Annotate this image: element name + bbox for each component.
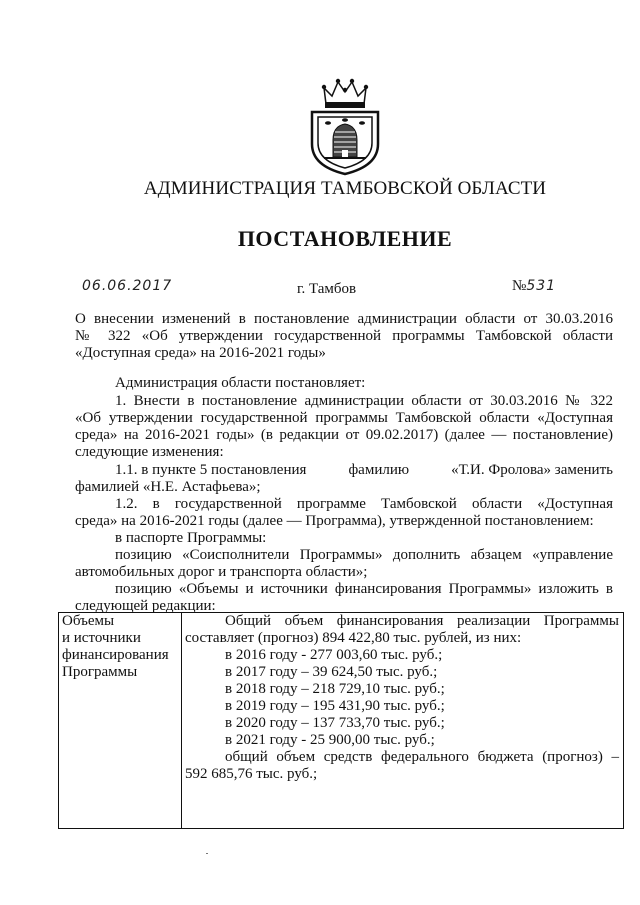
item-1-1-part: «Т.И. Фролова» заменить bbox=[451, 462, 613, 478]
item-1 bbox=[75, 393, 613, 461]
item-1-line: «Об утверждении государственной программы Тамбовской области «Доступная bbox=[75, 410, 613, 426]
position-2-line: следующей редакции: bbox=[75, 598, 216, 614]
title-line: О внесении изменений в постановление администрации области от 30.03.2016 bbox=[75, 311, 613, 327]
year-line: в 2017 году – 39 624,50 тыс. руб.; bbox=[225, 664, 438, 680]
table-row bbox=[59, 613, 624, 829]
label-line: и источники bbox=[62, 630, 141, 646]
title-line: № 322 «Об утверждении государственной программы Тамбовской области bbox=[75, 328, 613, 344]
position-1-line: автомобильных дорог и транспорта области»; bbox=[75, 564, 368, 580]
item-1-1-line bbox=[75, 462, 613, 479]
item-1-line: среда» на 2016-2021 годы» (в редакции от 09.02.2017) (далее — постановление) bbox=[75, 427, 613, 443]
item-1-line: следующие изменения: bbox=[75, 444, 224, 460]
handwritten-number: 531 bbox=[526, 278, 557, 294]
item-1-1-part: фамилию bbox=[348, 462, 410, 478]
organization-name: АДМИНИСТРАЦИЯ ТАМБОВСКОЙ ОБЛАСТИ bbox=[143, 178, 547, 199]
city-name: г. Тамбов bbox=[297, 281, 357, 297]
item-1-2-line: среда» на 2016-2021 годы (далее — Программа), утвержденной постановлением: bbox=[75, 513, 594, 529]
federal-value: 592 685,76 тыс. руб.; bbox=[185, 766, 318, 782]
document-number bbox=[512, 278, 556, 295]
preamble: Администрация области постановляет: bbox=[115, 375, 366, 391]
position-1-line: позицию «Соисполнители Программы» дополнить абзацем «управление bbox=[115, 547, 613, 563]
year-line: в 2021 году - 25 900,00 тыс. руб.; bbox=[225, 732, 435, 748]
year-line: в 2016 году - 277 003,60 тыс. руб.; bbox=[225, 647, 443, 663]
item-1-1 bbox=[75, 462, 613, 496]
item-1-2-line: 1.2. в государственной программе Тамбовской области «Доступная bbox=[115, 496, 613, 512]
year-line: в 2020 году – 137 733,70 тыс. руб.; bbox=[225, 715, 445, 731]
position-2-line: позицию «Объемы и источники финансирования Программы» изложить в bbox=[115, 581, 613, 597]
year-line: в 2018 году – 218 729,10 тыс. руб.; bbox=[225, 681, 445, 697]
total-line: составляет (прогноз) 894 422,80 тыс. рублей, из них: bbox=[185, 630, 522, 646]
label-line: Объемы bbox=[62, 613, 115, 629]
position-1 bbox=[75, 547, 613, 581]
scan-mark bbox=[206, 853, 208, 854]
item-1-2 bbox=[75, 496, 613, 530]
table-label-cell bbox=[59, 613, 182, 829]
document-type: ПОСТАНОВЛЕНИЕ bbox=[237, 226, 453, 251]
coat-of-arms-emblem bbox=[306, 74, 384, 178]
federal-line: общий объем средств федерального бюджета (прогноз) – bbox=[225, 749, 619, 765]
handwritten-date: 06.06.2017 bbox=[82, 278, 173, 294]
table-value-cell bbox=[182, 613, 624, 829]
item-1-1-part: 1.1. в пункте 5 постановления bbox=[115, 462, 307, 478]
item-1-1-line: фамилией «Н.Е. Астафьева»; bbox=[75, 479, 261, 495]
position-2 bbox=[75, 581, 613, 615]
label-line: финансирования bbox=[62, 647, 169, 663]
title-line: «Доступная среда» на 2016-2021 годы» bbox=[75, 345, 326, 361]
document-title bbox=[75, 311, 613, 362]
label-line: Программы bbox=[62, 664, 138, 680]
passport-line: в паспорте Программы: bbox=[115, 530, 267, 546]
number-prefix: № bbox=[512, 278, 527, 294]
financing-table bbox=[58, 612, 624, 829]
year-line: в 2019 году – 195 431,90 тыс. руб.; bbox=[225, 698, 445, 714]
total-line: Общий объем финансирования реализации Программы bbox=[225, 613, 619, 629]
item-1-line: 1. Внести в постановление администрации области от 30.03.2016 № 322 bbox=[115, 393, 613, 409]
